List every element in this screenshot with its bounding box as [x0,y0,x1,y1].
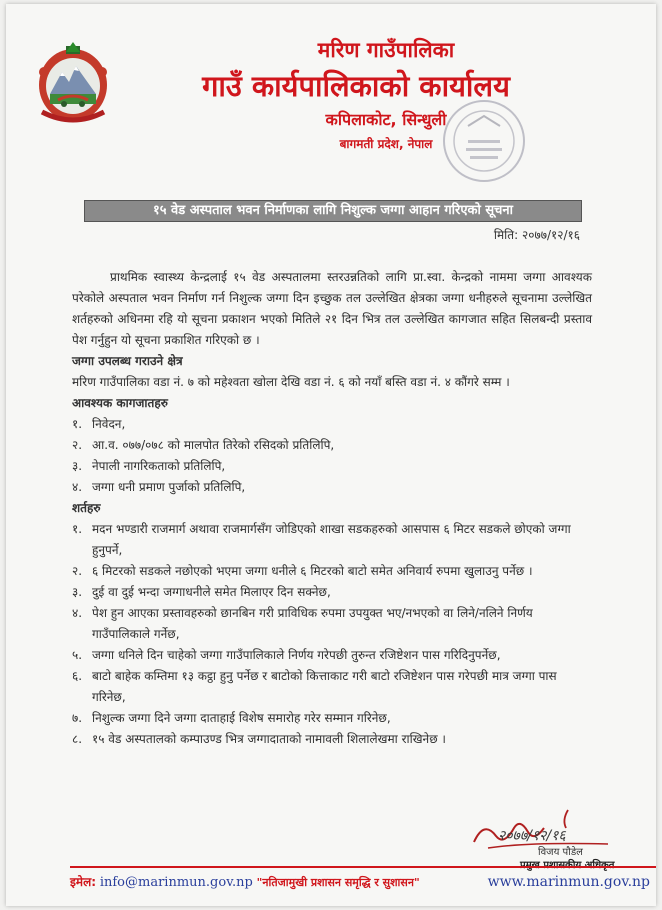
list-item: ३. दुई वा दुई भन्दा जग्गाधनीले समेत मिलाएर दिन सक्नेछ, [72,585,331,599]
list-item: २. ६ मिटरको सडकले नछोएको भएमा जग्गा धनीले ६ मिटरको बाटो समेत अनिवार्य रुपमा खुलाउनु पर्नेछ । [72,564,533,578]
list-item: २. आ.व. ०७७/०७८ को मालपोत तिरेको रसिदको प्रतिलिपि, [72,438,335,452]
signatory-name: विजय पौडेल [538,847,583,858]
signature-date: २०७७/१२/१६ [498,828,566,844]
office-location: कपिलाकोट, सिन्धुली [325,110,447,129]
list-item: ५. जग्गा धनिले दिन चाहेको जग्गा गाउँपालिकाले निर्णय गरेपछी तुरुन्त रजिष्टेशन पास गरिदिनुपर्नेछ, [72,648,501,662]
conditions-heading: शर्तहरु [72,501,101,515]
nepal-emblem-icon [36,42,110,124]
notice-page [6,4,656,906]
list-item: १. मदन भण्डारी राजमार्ग अथावा राजमार्गसँग जोडिएको शाखा सडकहरुको आसपास ६ मिटर सडकले छोएको जग्गा हुनुपर्ने, [72,522,571,557]
notice-subject: १५ वेड अस्पताल भवन निर्माणका लागि निशुल्क जग्गा आहान गरिएको सूचना [84,200,582,222]
list-item: ४. जग्गा धनी प्रमाण पुर्जाको प्रतिलिपि, [72,480,246,494]
website-link[interactable]: www.marinmun.gov.np [487,874,650,890]
signatory-title [520,857,614,871]
list-item: ८. १५ वेड अस्पतालको कम्पाउण्ड भित्र जग्गादाताको नामावली शिलालेखमा राखिनेछ । [72,732,446,746]
office-stamp-icon [438,96,530,186]
list-item: १. निवेदन, [72,417,126,431]
notice-body [72,267,592,750]
list-item: ६. बाटो बाहेक कम्तिमा १३ कट्ठा हुनु पर्नेछ र बाटोको कित्ताकाट गरी बाटो रजिष्टेशन पास गरेपछी मात्र जग्गा पास गरिनेछ, [72,669,557,704]
area-text: मरिण गाउँपालिका वडा नं. ७ को महेश्वता खोला देखि वडा नं. ६ को नयाँ बस्ति वडा नं. ४ कौंगरे सम्म । [72,375,510,389]
footer [70,872,650,894]
notice-date: मिति: २०७७/१२/१६ [493,228,580,242]
slogan: "नतिजामुखी प्रशासन समृद्धि र सुशासन" [256,876,420,889]
office-name: गाउँ कार्यपालिकाको कार्यालय [202,69,510,103]
province-country: बागमती प्रदेश, नेपाल [339,137,433,151]
list-item: ७. निशुल्क जग्गा दिने जग्गा दाताहाई विशेष समारोह गरेर सम्मान गरिनेछ, [72,711,391,725]
area-heading: जग्गा उपलब्ध गराउने क्षेत्र [72,354,183,368]
email-link[interactable]: info@marinmun.gov.np [99,875,253,890]
list-item: ३. नेपाली नागरिकताको प्रतिलिपि, [72,459,226,473]
municipality-name: मरिण गाउँपालिका [317,38,455,62]
email-label: इमेल: [70,875,97,889]
intro-paragraph: प्राथमिक स्वास्थ्य केन्द्रलाई १५ वेड अस्पतालमा स्तरउन्नतिको लागि प्रा.स्वा. केन्द्रको नाममा जग्गा आवश्यक परेकोले अस्पताल भवन निर्माण गर्न निशुल्क जग्गा दिन इच्छुक तल उल्लेखित क्षेत्रका जग्गा धनीहरुले सूचनामा उल्लेखित शर्तहरुको अधिनमा रहि यो सूचना प्रकाशन भएको मितिले २१ दिन भित्र तल उल्लेखित कागजात सहित सिलबन्दी प्रस्ताव पेश गर्नुहुन यो सूचना प्रकाशित गरिएको छ । [72,270,592,347]
list-item: ४. पेश हुन आएका प्रस्तावहरुको छानबिन गरी प्राविधिक रुपमा उपयुक्त भए/नभएको वा लिने/नलिने निर्णय गाउँपालिकाले गर्नेछ, [72,606,533,641]
documents-heading: आवश्यक कागजातहरु [72,396,168,410]
footer-divider [70,866,656,868]
